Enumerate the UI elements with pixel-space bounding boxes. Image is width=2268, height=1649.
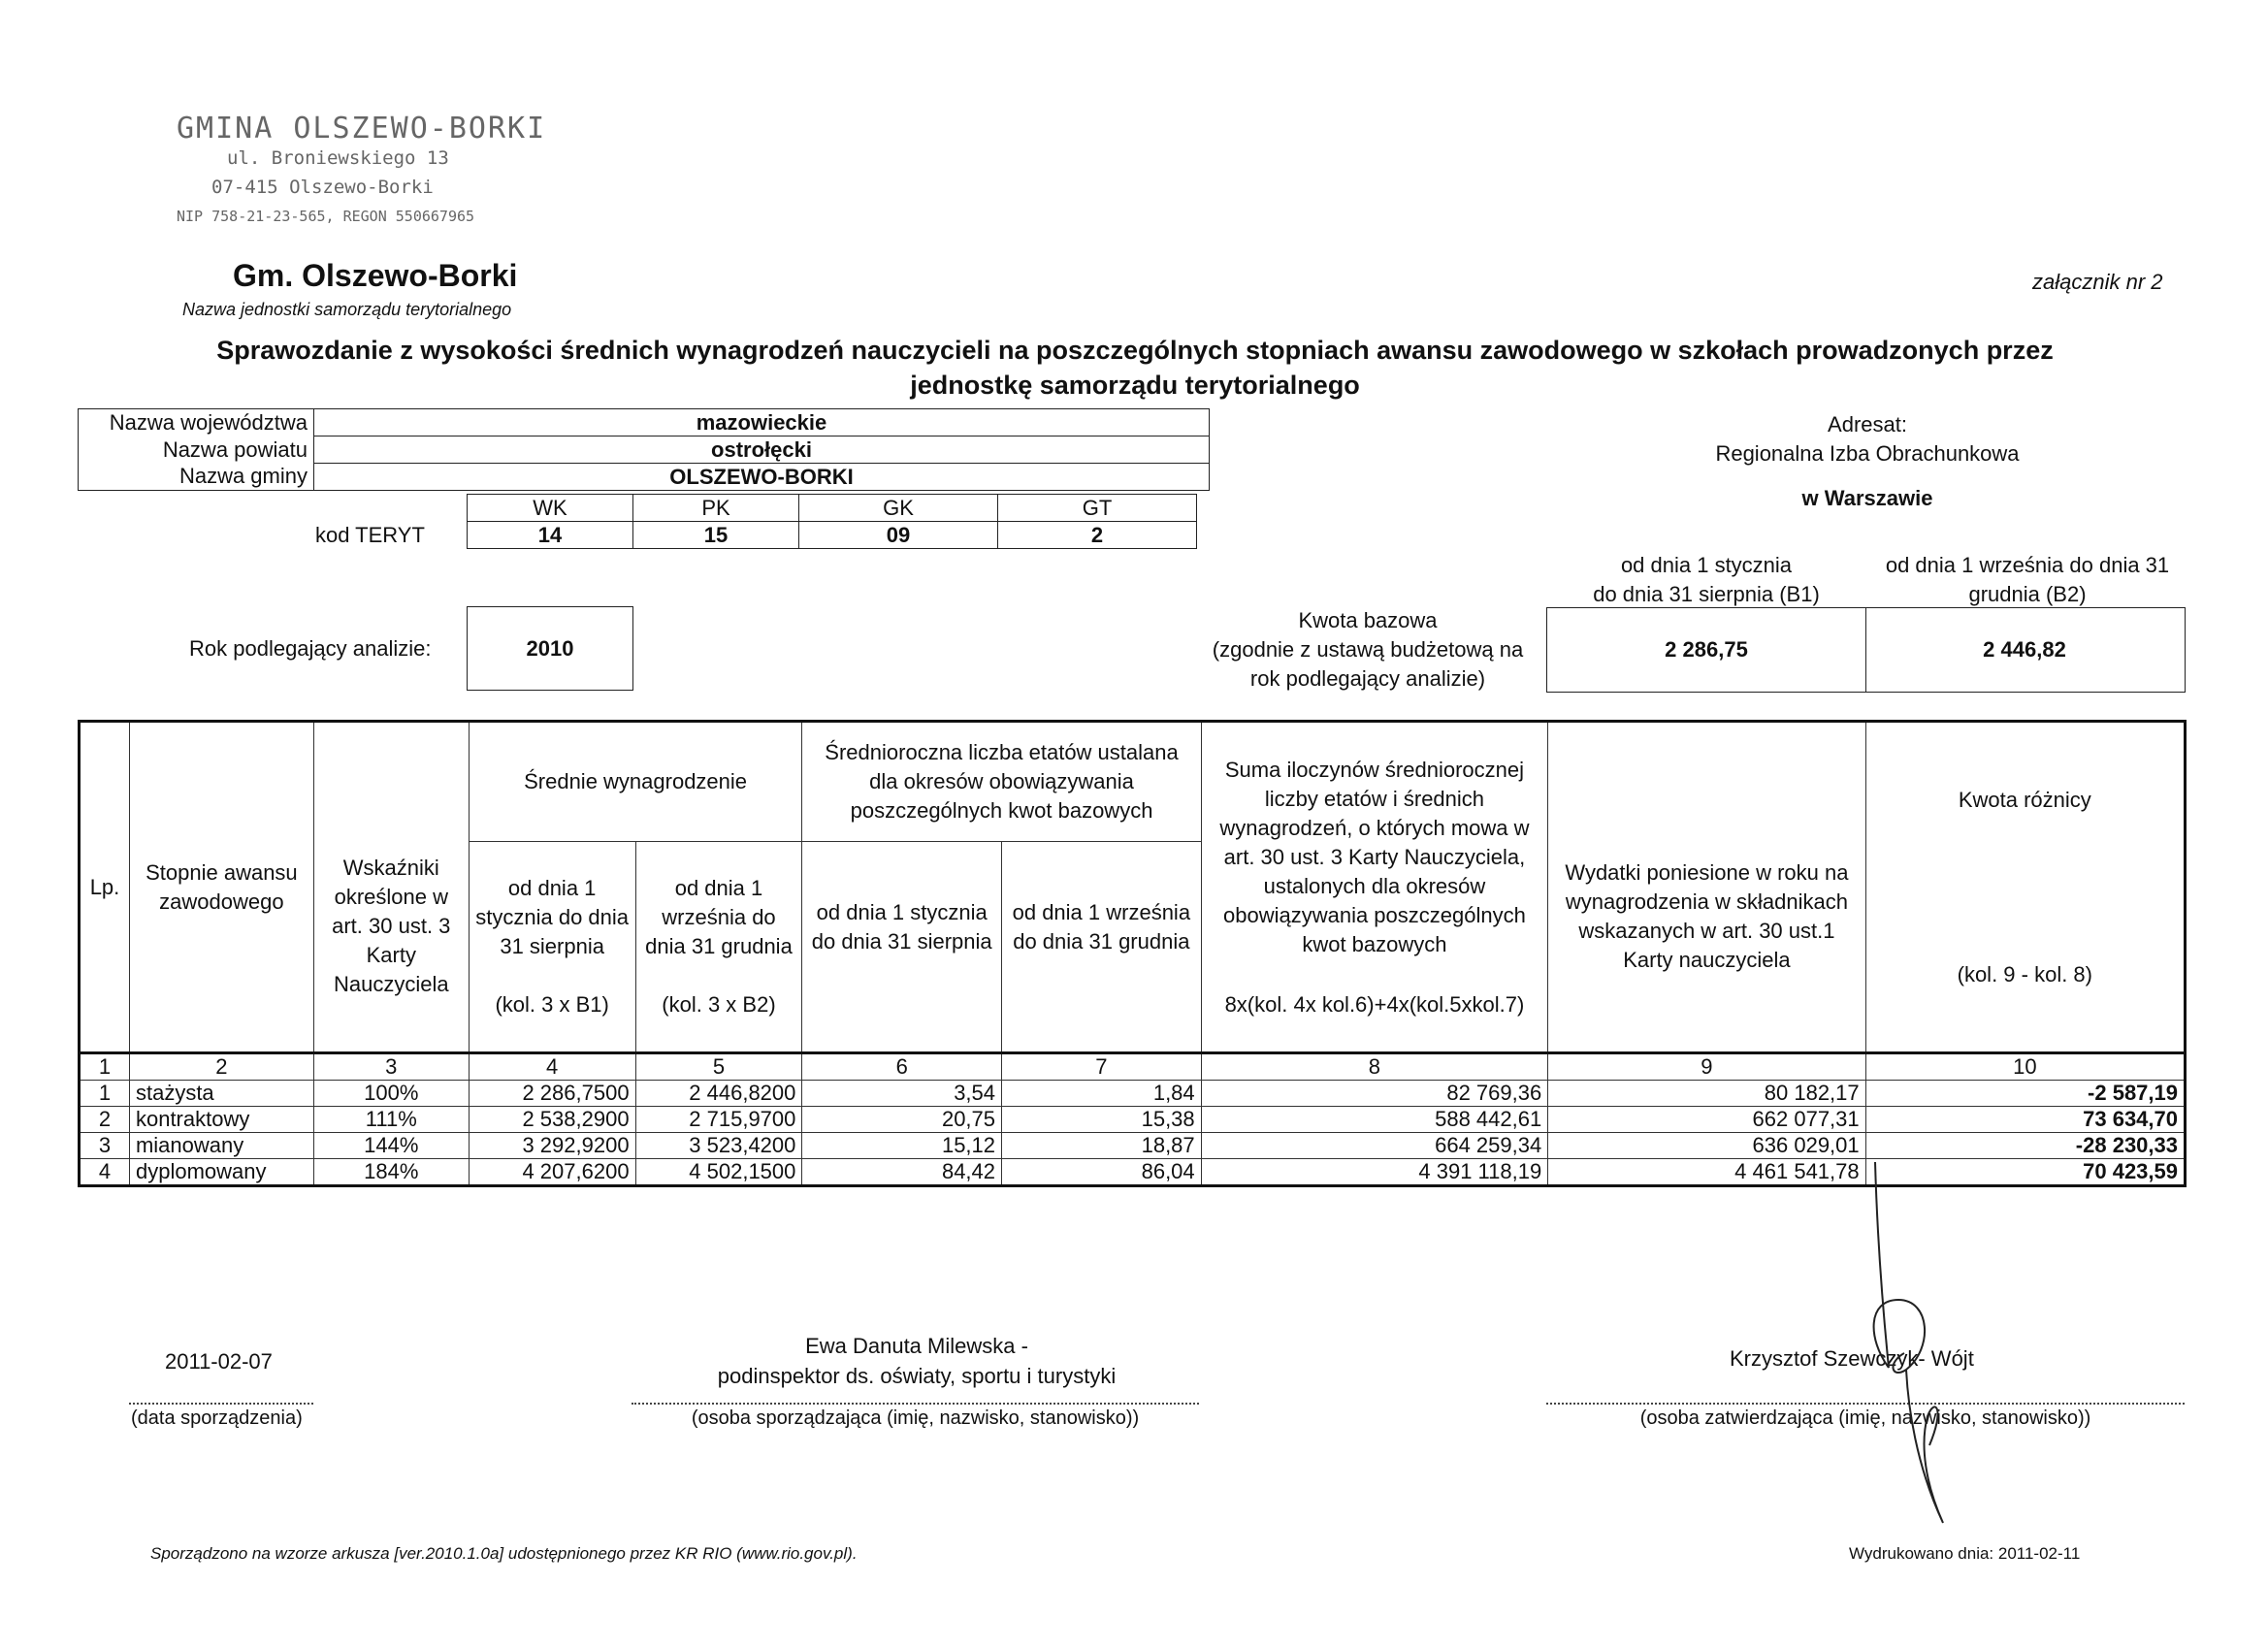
row-srednie-b: 4 502,1500 [635,1159,802,1186]
row-etaty-b: 18,87 [1002,1133,1202,1159]
period-b2-line-1: od dnia 1 września do dnia 31 [1885,553,2170,577]
row-srednie-a: 2 286,7500 [469,1081,635,1107]
col-number: 1 [80,1053,130,1081]
row-wskaznik: 144% [313,1133,469,1159]
county-value: ostrołęcki [314,436,1210,464]
header-suma-text: Suma iloczynów średniorocznej liczby etatów i średnich wynagrodzeń, o których mowa w art. 30 ust. 3 Karty Nauczyciela, ustalonych dla okresów obowiązywania poszczególnych kwot bazowych [1219,757,1530,956]
row-lp: 2 [80,1107,130,1133]
col-number: 10 [1865,1053,2185,1081]
voivodeship-value: mazowieckie [314,409,1210,436]
addressee-line-2: w Warszawie [1801,486,1933,510]
preparer-line-2: podinspektor ds. oświaty, sportu i turystyki [717,1364,1117,1388]
row-etaty-a: 15,12 [802,1133,1002,1159]
teryt-value-gt: 2 [998,522,1197,549]
header-etaty-b: od dnia 1 września do dnia 31 grudnia [1002,842,1202,1053]
row-suma: 588 442,61 [1201,1107,1548,1133]
approver-caption: (osoba zatwierdzająca (imię, nazwisko, stanowisko)) [1639,1407,2091,1429]
col-number: 7 [1002,1053,1202,1081]
header-roznica-text: Kwota różnicy [1958,787,2091,812]
row-etaty-a: 3,54 [802,1081,1002,1107]
header-suma-formula: 8x(kol. 4x kol.6)+4x(kol.5xkol.7) [1224,991,1525,1017]
preparer-caption: (osoba sporządzająca (imię, nazwisko, stanowisko)) [691,1407,1140,1429]
report-title-line-1: Sprawozdanie z wysokości średnich wynagrodzeń nauczycieli na poszczególnych stopniach awansu zawodowego w szkołach prowadzonych przez [216,336,2054,365]
report-title [78,333,2192,403]
row-etaty-a: 84,42 [802,1159,1002,1186]
addressee-block [1649,410,2086,513]
teryt-header-gk: GK [799,495,998,522]
row-roznica: -28 230,33 [1865,1133,2185,1159]
stamp-line-4: NIP 758-21-23-565, REGON 550667965 [177,208,475,225]
row-wydatki: 636 029,01 [1548,1133,1865,1159]
row-wskaznik: 184% [313,1159,469,1186]
addressee-label: Adresat: [1828,412,1907,436]
header-wydatki: Wydatki poniesione w roku na wynagrodzenia w składnikach wskazanych w art. 30 ust.1 Karty nauczyciela [1548,722,1865,1053]
office-stamp [177,114,546,231]
row-etaty-a: 20,75 [802,1107,1002,1133]
teryt-header-pk: PK [633,495,799,522]
stamp-line-3: 07-415 Olszewo-Borki [211,177,434,198]
row-stopien: dyplomowany [129,1159,313,1186]
teryt-value-wk: 14 [468,522,633,549]
row-srednie-b: 2 715,9700 [635,1107,802,1133]
period-b1-header [1546,551,1866,609]
teryt-label: kod TERYT [315,523,425,547]
county-label: Nazwa powiatu [79,436,314,464]
table-row [80,1081,2186,1107]
preparer-block [631,1331,1203,1391]
header-roznica [1865,722,2185,1053]
period-b1-line-1: od dnia 1 stycznia [1620,553,1793,577]
date-line [129,1403,313,1405]
col-number: 4 [469,1053,635,1081]
row-stopien: kontraktowy [129,1107,313,1133]
preparer-line-1: Ewa Danuta Milewska - [805,1334,1028,1358]
footer-template-note: Sporządzono na wzorze arkusza [ver.2010.1.0a] udostępnionego przez KR RIO (www.rio.gov.pl). [150,1544,858,1563]
unit-name: Gm. Olszewo-Borki [233,258,518,293]
report-title-line-2: jednostkę samorządu terytorialnego [910,371,1360,400]
date-caption: (data sporządzenia) [131,1407,303,1429]
row-roznica: 70 423,59 [1865,1159,2185,1186]
header-stopnie: Stopnie awansu zawodowego [129,722,313,1053]
base-amount-label-1: Kwota bazowa [1298,608,1438,632]
header-srednie-b-formula: (kol. 3 x B2) [662,992,776,1017]
row-wskaznik: 100% [313,1081,469,1107]
row-lp: 3 [80,1133,130,1159]
stamp-line-2: ul. Broniewskiego 13 [227,147,449,169]
row-srednie-a: 4 207,6200 [469,1159,635,1186]
header-lp: Lp. [80,722,130,1053]
preparer-line [632,1403,1199,1405]
header-suma [1201,722,1548,1053]
period-b2-line-2: grudnia (B2) [1968,582,2087,606]
header-roznica-formula: (kol. 9 - kol. 8) [1957,961,2092,986]
salary-table [78,720,2187,1187]
row-srednie-b: 2 446,8200 [635,1081,802,1107]
teryt-value-gk: 09 [799,522,998,549]
base-amount-b2: 2 446,82 [1864,607,2186,693]
row-lp: 4 [80,1159,130,1186]
stamp-line-1: GMINA OLSZEWO-BORKI [177,112,547,146]
teryt-header-wk: WK [468,495,633,522]
handwritten-signature [1848,1154,1993,1542]
year-label: Rok podlegający analizie: [189,636,432,661]
row-etaty-b: 15,38 [1002,1107,1202,1133]
col-number: 8 [1201,1053,1548,1081]
base-amount-b1: 2 286,75 [1546,607,1866,693]
header-srednie-a-formula: (kol. 3 x B1) [495,992,609,1017]
table-row [80,1107,2186,1133]
location-table [78,408,1210,491]
col-number: 6 [802,1053,1002,1081]
header-srednie: Średnie wynagrodzenie [469,722,802,842]
col-number: 2 [129,1053,313,1081]
header-srednie-a [469,842,635,1053]
row-suma: 82 769,36 [1201,1081,1548,1107]
commune-value: OLSZEWO-BORKI [314,464,1210,491]
row-etaty-b: 86,04 [1002,1159,1202,1186]
row-roznica: -2 587,19 [1865,1081,2185,1107]
teryt-value-pk: 15 [633,522,799,549]
approver-name: Krzysztof Szewczyk- Wójt [1730,1346,1974,1371]
row-lp: 1 [80,1081,130,1107]
unit-caption: Nazwa jednostki samorządu terytorialnego [182,300,512,319]
teryt-header-gt: GT [998,495,1197,522]
row-wydatki: 4 461 541,78 [1548,1159,1865,1186]
base-amount-label [1193,606,1542,694]
row-etaty-b: 1,84 [1002,1081,1202,1107]
period-b1-line-2: do dnia 31 sierpnia (B1) [1593,582,1820,606]
header-srednie-b [635,842,802,1053]
col-number: 5 [635,1053,802,1081]
col-number: 9 [1548,1053,1865,1081]
row-srednie-b: 3 523,4200 [635,1133,802,1159]
row-suma: 664 259,34 [1201,1133,1548,1159]
row-roznica: 73 634,70 [1865,1107,2185,1133]
footer-print-date: Wydrukowano dnia: 2011-02-11 [1849,1544,2081,1563]
row-wydatki: 80 182,17 [1548,1081,1865,1107]
addressee-line-1: Regionalna Izba Obrachunkowa [1715,441,2020,466]
row-stopien: mianowany [129,1133,313,1159]
teryt-table [467,494,1197,549]
base-amount-label-3: rok podlegający analizie) [1249,666,1486,691]
row-suma: 4 391 118,19 [1201,1159,1548,1186]
row-wskaznik: 111% [313,1107,469,1133]
header-etaty-a: od dnia 1 stycznia do dnia 31 sierpnia [802,842,1002,1053]
date-value: 2011-02-07 [165,1349,273,1374]
attachment-label: załącznik nr 2 [2032,270,2163,294]
voivodeship-label: Nazwa województwa [79,409,314,436]
row-stopien: stażysta [129,1081,313,1107]
header-wskazniki: Wskaźniki określone w art. 30 ust. 3 Karty Nauczyciela [313,722,469,1053]
col-number: 3 [313,1053,469,1081]
period-b2-header [1863,551,2192,609]
row-srednie-a: 2 538,2900 [469,1107,635,1133]
year-value: 2010 [467,606,633,691]
row-srednie-a: 3 292,9200 [469,1133,635,1159]
base-amount-label-2: (zgodnie z ustawą budżetową na [1212,637,1524,662]
header-srednie-b-text: od dnia 1 września do dnia 31 grudnia [645,876,793,958]
commune-label: Nazwa gminy [79,464,314,491]
header-etaty: Średnioroczna liczba etatów ustalana dla okresów obowiązywania poszczególnych kwot bazowych [802,722,1201,842]
header-srednie-a-text: od dnia 1 stycznia do dnia 31 sierpnia [475,876,630,958]
row-wydatki: 662 077,31 [1548,1107,1865,1133]
